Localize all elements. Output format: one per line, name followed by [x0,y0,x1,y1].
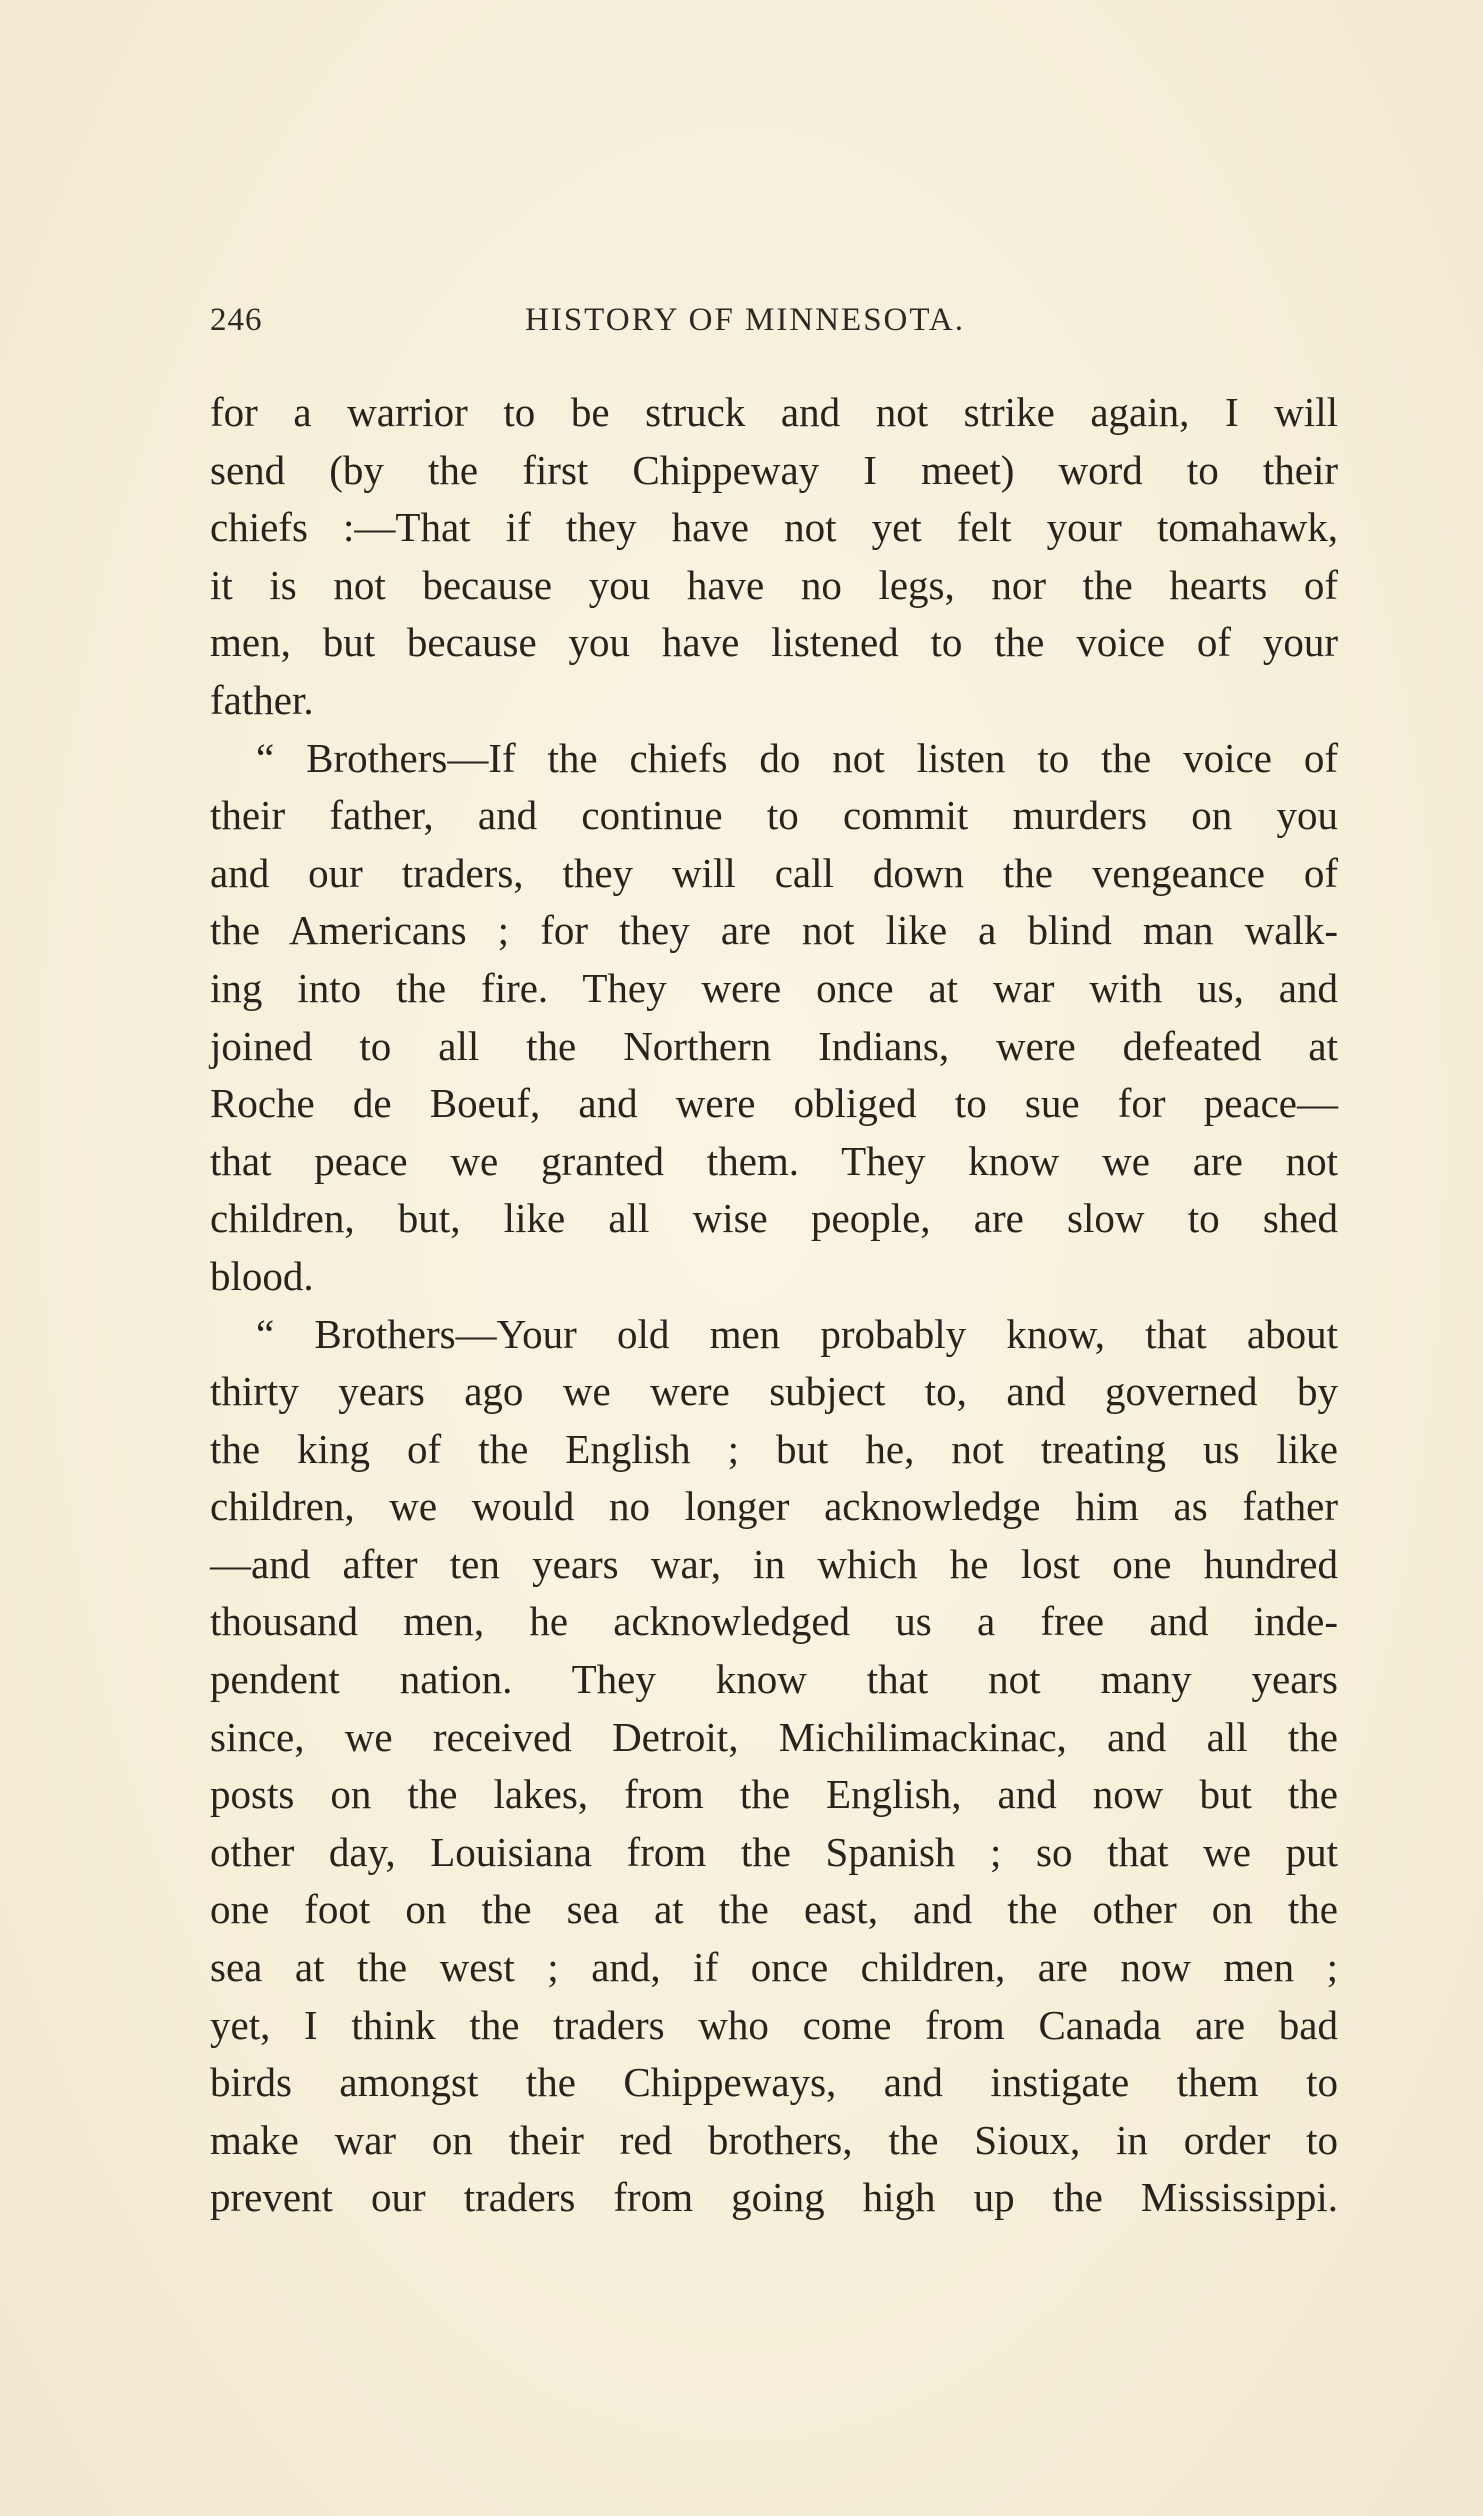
page-number: 246 [210,302,263,338]
text-line: and our traders, they will call down the vengeance of [210,849,1338,896]
text-line: sea at the west ; and, if once children, are now men ; [210,1944,1338,1991]
text-line: pendent nation. They know that not many years [210,1656,1338,1703]
text-line: make war on their red brothers, the Sioux, in order to [210,2116,1338,2163]
text-line: father. [210,676,314,723]
text-line: chiefs :—That if they have not yet felt your tomahawk, [210,504,1338,551]
text-line: birds amongst the Chippeways, and instigate them to [210,2059,1338,2106]
text-line: “ Brothers—If the chiefs do not listen to the voice of [256,734,1338,781]
text-line: joined to all the Northern Indians, were defeated at [210,1022,1338,1069]
text-line: for a warrior to be struck and not strike again, I will [210,389,1338,435]
body-text [210,384,1338,2227]
text-line: one foot on the sea at the east, and the other on the [210,1886,1338,1933]
text-line: the Americans ; for they are not like a blind man walk- [210,907,1338,954]
text-line: men, but because you have listened to the voice of your [210,619,1338,666]
text-line: Roche de Boeuf, and were obliged to sue for peace— [210,1080,1338,1127]
text-line: children, but, like all wise people, are slow to shed [210,1195,1338,1242]
text-line: “ Brothers—Your old men probably know, that about [256,1310,1338,1357]
page-header [210,302,1280,352]
text-line: posts on the lakes, from the English, and now but the [210,1771,1338,1818]
running-title: HISTORY OF MINNESOTA. [525,302,965,338]
text-line: thirty years ago we were subject to, and governed by [210,1368,1338,1415]
text-line: send (by the first Chippeway I meet) word to their [210,446,1338,493]
text-line: —and after ten years war, in which he lost one hundred [210,1540,1338,1587]
text-line: prevent our traders from going high up the Mississippi. [210,2174,1338,2221]
text-line: other day, Louisiana from the Spanish ; so that we put [210,1828,1338,1875]
text-line: the king of the English ; but he, not treating us like [210,1425,1338,1472]
text-line: since, we received Detroit, Michilimackinac, and all the [210,1713,1338,1760]
text-line: children, we would no longer acknowledge him as father [210,1483,1338,1530]
text-line: ing into the fire. They were once at war with us, and [210,964,1338,1011]
text-line: that peace we granted them. They know we are not [210,1137,1338,1184]
text-line: their father, and continue to commit murders on you [210,792,1338,839]
text-line: it is not because you have no legs, nor the hearts of [210,561,1338,608]
text-line: blood. [210,1252,314,1299]
text-line: yet, I think the traders who come from Canada are bad [210,2001,1338,2048]
text-line: thousand men, he acknowledged us a free and inde- [210,1598,1338,1645]
